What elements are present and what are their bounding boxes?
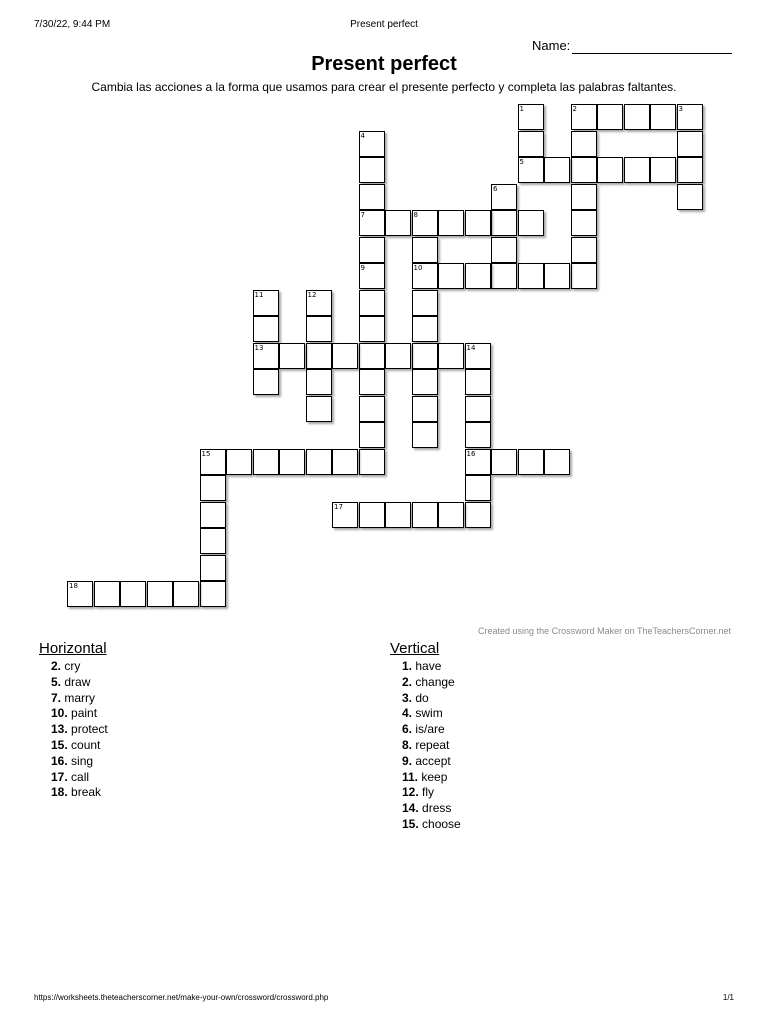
- clue-number: 4.: [402, 706, 413, 721]
- clue-text: repeat: [415, 737, 450, 752]
- clue-text: break: [71, 785, 102, 800]
- crossword-cell: [359, 210, 385, 236]
- cell-number: 14: [466, 343, 476, 352]
- clue-text: paint: [71, 706, 98, 721]
- crossword-cell: [200, 449, 226, 475]
- cell-number: 12: [307, 290, 317, 299]
- crossword-cell: [332, 502, 358, 528]
- clue-item: [51, 675, 108, 691]
- print-header-title: Present perfect: [350, 19, 418, 30]
- crossword-cell: [624, 104, 650, 130]
- crossword-cell: [491, 449, 517, 475]
- clue-item: [402, 706, 461, 722]
- clue-text: accept: [415, 753, 451, 768]
- crossword-cell: [200, 555, 226, 581]
- crossword-cell: [279, 449, 305, 475]
- clue-number: 6.: [402, 722, 413, 737]
- clue-number: 17.: [51, 769, 68, 784]
- crossword-cell: [359, 449, 385, 475]
- clue-number: 2.: [51, 659, 62, 673]
- clue-text: call: [71, 769, 90, 784]
- crossword-cell: [359, 157, 385, 183]
- crossword-cell: [306, 343, 332, 369]
- crossword-cell: [491, 237, 517, 263]
- clue-text: is/are: [415, 722, 445, 737]
- clue-text: swim: [415, 706, 443, 721]
- crossword-cell: [226, 449, 252, 475]
- crossword-cell: [306, 316, 332, 342]
- crossword-cell: [359, 422, 385, 448]
- cell-number: 13: [254, 343, 264, 352]
- clue-number: 5.: [51, 674, 62, 689]
- crossword-cell: [359, 290, 385, 316]
- crossword-cell: [571, 184, 597, 210]
- crossword-cell: [518, 210, 544, 236]
- crossword-cell: [465, 502, 491, 528]
- cell-number: 9: [360, 264, 365, 272]
- clue-item: [402, 770, 461, 786]
- crossword-cell: [438, 210, 464, 236]
- clue-item: [402, 801, 461, 817]
- clue-item: [402, 817, 461, 833]
- clue-number: 15.: [51, 737, 68, 752]
- crossword-cell: [518, 449, 544, 475]
- vertical-clue-list: [402, 659, 461, 833]
- crossword-cell: [332, 449, 358, 475]
- crossword-cell: [306, 290, 332, 316]
- crossword-cell: [438, 263, 464, 289]
- crossword-cell: [491, 184, 517, 210]
- horizontal-heading: Horizontal: [39, 640, 107, 657]
- credit-text: Created using the Crossword Maker on TheTeachersCorner.net: [478, 626, 731, 636]
- crossword-cell: [359, 502, 385, 528]
- crossword-cell: [518, 104, 544, 130]
- crossword-cell: [412, 237, 438, 263]
- crossword-cell: [412, 369, 438, 395]
- crossword-cell: [571, 237, 597, 263]
- crossword-cell: [597, 104, 623, 130]
- clue-item: [51, 691, 108, 707]
- crossword-cell: [465, 369, 491, 395]
- clue-number: 2.: [402, 674, 413, 689]
- crossword-cell: [200, 528, 226, 554]
- clue-item: [51, 659, 108, 675]
- instructions: Cambia las acciones a la forma que usamos para crear el presente perfecto y completa las palabras faltantes.: [91, 80, 677, 94]
- clue-item: [51, 722, 108, 738]
- crossword-cell: [94, 581, 120, 607]
- crossword-cell: [544, 263, 570, 289]
- crossword-cell: [359, 184, 385, 210]
- crossword-cell: [571, 104, 597, 130]
- crossword-cell: [200, 475, 226, 501]
- crossword-cell: [544, 449, 570, 475]
- crossword-cell: [438, 343, 464, 369]
- clue-number: 3.: [402, 690, 413, 705]
- clue-text: fly: [422, 785, 435, 800]
- clue-item: [402, 691, 461, 707]
- crossword-cell: [385, 502, 411, 528]
- crossword-cell: [624, 157, 650, 183]
- crossword-cell: [120, 581, 146, 607]
- crossword-cell: [518, 263, 544, 289]
- crossword-cell: [306, 396, 332, 422]
- cell-number: 6: [493, 184, 498, 193]
- clue-text: have: [415, 659, 442, 673]
- crossword-cell: [359, 263, 385, 289]
- clue-number: 8.: [402, 737, 413, 752]
- crossword-cell: [200, 581, 226, 607]
- crossword-cell: [650, 104, 676, 130]
- page-title: Present perfect: [311, 53, 457, 75]
- crossword-cell: [465, 210, 491, 236]
- crossword-cell: [465, 422, 491, 448]
- crossword-cell: [438, 502, 464, 528]
- clue-number: 15.: [402, 816, 419, 831]
- crossword-cell: [332, 343, 358, 369]
- crossword-cell: [359, 343, 385, 369]
- crossword-cell: [571, 157, 597, 183]
- cell-number: 15: [201, 449, 211, 458]
- print-date: 7/30/22, 9:44 PM: [34, 19, 111, 30]
- clue-text: change: [415, 674, 455, 689]
- crossword-cell: [412, 290, 438, 316]
- crossword-cell: [518, 131, 544, 157]
- crossword-cell: [359, 131, 385, 157]
- crossword-cell: [465, 396, 491, 422]
- clue-item: [402, 722, 461, 738]
- crossword-cell: [412, 210, 438, 236]
- clue-number: 14.: [402, 801, 419, 816]
- crossword-cell: [491, 263, 517, 289]
- crossword-cell: [253, 290, 279, 316]
- clue-text: protect: [71, 722, 108, 737]
- clue-number: 16.: [51, 753, 68, 768]
- clue-number: 13.: [51, 722, 68, 737]
- crossword-cell: [412, 396, 438, 422]
- crossword-cell: [571, 131, 597, 157]
- crossword-cell: [67, 581, 93, 607]
- cell-number: 16: [466, 449, 476, 458]
- crossword-cell: [306, 369, 332, 395]
- crossword-cell: [412, 316, 438, 342]
- crossword-cell: [571, 210, 597, 236]
- clue-text: do: [415, 690, 429, 705]
- crossword-cell: [677, 131, 703, 157]
- crossword-cell: [465, 449, 491, 475]
- crossword-cell: [253, 343, 279, 369]
- footer-url: https://worksheets.theteacherscorner.net/make-your-own/crossword/crossword.php: [34, 993, 329, 1002]
- clue-number: 9.: [402, 753, 413, 768]
- cell-number: 5: [519, 158, 524, 166]
- clue-number: 1.: [402, 659, 413, 673]
- cell-number: 18: [69, 582, 78, 590]
- crossword-cell: [173, 581, 199, 607]
- crossword-cell: [677, 157, 703, 183]
- cell-number: 3: [678, 105, 683, 113]
- cell-number: 8: [413, 211, 418, 219]
- clue-item: [51, 785, 108, 801]
- crossword-cell: [412, 263, 438, 289]
- clue-item: [402, 675, 461, 691]
- name-label: Name:: [532, 38, 571, 53]
- crossword-cell: [359, 369, 385, 395]
- clue-text: marry: [64, 690, 96, 705]
- crossword-cell: [412, 343, 438, 369]
- clue-number: 18.: [51, 785, 68, 800]
- crossword-cell: [465, 263, 491, 289]
- crossword-cell: [253, 449, 279, 475]
- clue-item: [402, 785, 461, 801]
- crossword-cell: [465, 343, 491, 369]
- crossword-cell: [385, 343, 411, 369]
- clue-text: count: [71, 737, 101, 752]
- clue-number: 11.: [402, 769, 419, 784]
- clue-text: draw: [64, 674, 91, 689]
- clue-text: choose: [422, 816, 461, 831]
- footer-page-number: 1/1: [722, 993, 734, 1002]
- crossword-cell: [279, 343, 305, 369]
- crossword-cell: [412, 502, 438, 528]
- crossword-cell: [677, 184, 703, 210]
- cell-number: 4: [360, 131, 365, 140]
- crossword-cell: [359, 237, 385, 263]
- crossword-cell: [491, 210, 517, 236]
- clue-item: [402, 754, 461, 770]
- cell-number: 11: [254, 290, 264, 299]
- clue-text: dress: [422, 801, 452, 816]
- vertical-heading: Vertical: [390, 640, 440, 657]
- cell-number: 10: [413, 264, 423, 272]
- clue-item: [402, 738, 461, 754]
- cell-number: 17: [334, 502, 343, 511]
- crossword-cell: [544, 157, 570, 183]
- clue-text: keep: [421, 769, 448, 784]
- horizontal-clue-list: [51, 659, 108, 801]
- clue-number: 12.: [402, 785, 419, 800]
- crossword-cell: [650, 157, 676, 183]
- cell-number: 7: [360, 211, 365, 219]
- crossword-cell: [359, 316, 385, 342]
- crossword-cell: [465, 475, 491, 501]
- crossword-cell: [306, 449, 332, 475]
- clue-item: [51, 770, 108, 786]
- clue-item: [51, 754, 108, 770]
- clue-text: sing: [71, 753, 94, 768]
- crossword-cell: [518, 157, 544, 183]
- clue-number: 10.: [51, 706, 68, 721]
- clue-item: [51, 738, 108, 754]
- crossword-cell: [359, 396, 385, 422]
- crossword-cell: [253, 316, 279, 342]
- crossword-cell: [597, 157, 623, 183]
- crossword-cell: [200, 502, 226, 528]
- crossword-cell: [385, 210, 411, 236]
- crossword-cell: [253, 369, 279, 395]
- clue-item: [51, 706, 108, 722]
- crossword-cell: [147, 581, 173, 607]
- crossword-cell: [412, 422, 438, 448]
- clue-text: cry: [64, 659, 81, 673]
- clue-item: [402, 659, 461, 675]
- cell-number: 1: [519, 105, 524, 113]
- crossword-cell: [571, 263, 597, 289]
- clue-number: 7.: [51, 690, 62, 705]
- cell-number: 2: [572, 105, 577, 113]
- crossword-cell: [677, 104, 703, 130]
